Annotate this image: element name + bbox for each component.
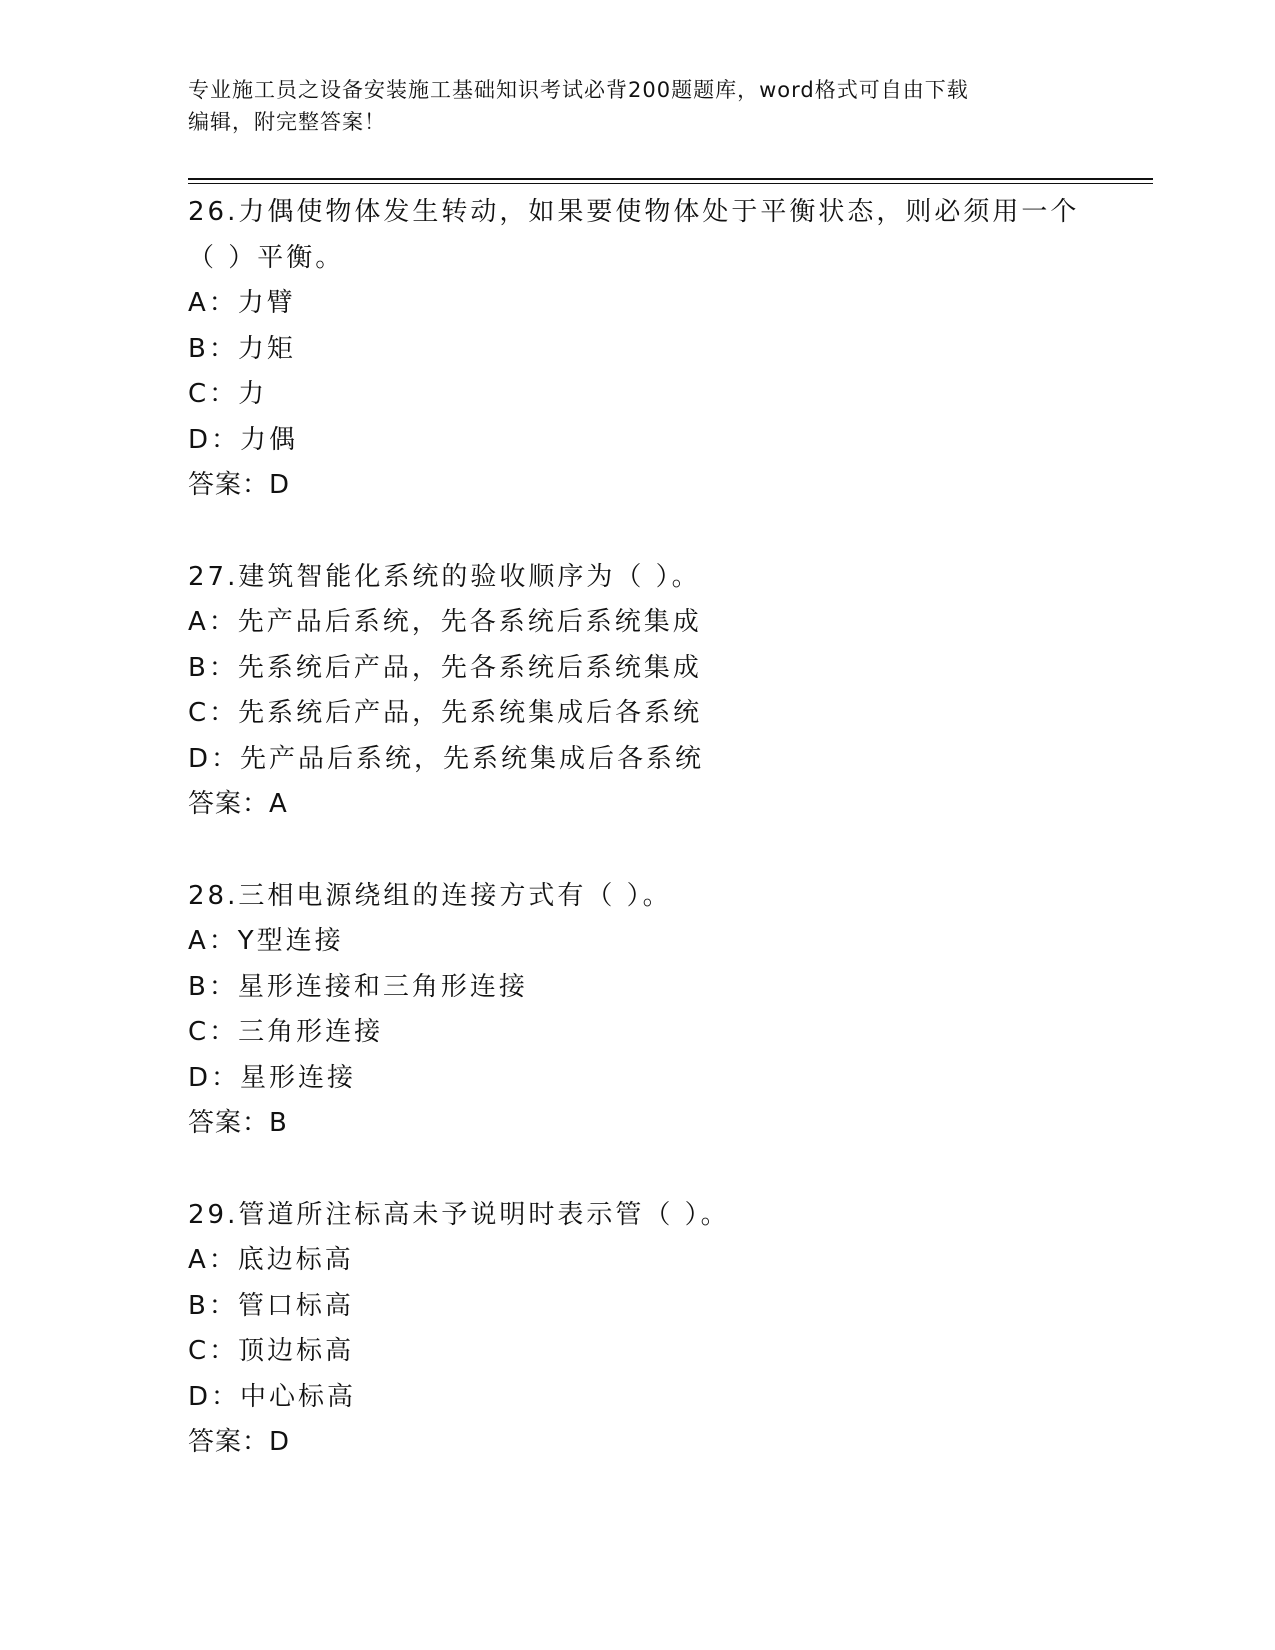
option-a: A：力臂 (188, 288, 296, 318)
answer-key: 答案：D (188, 470, 291, 500)
question-spacer (188, 509, 1108, 555)
question-spacer (188, 1147, 1108, 1193)
option-c: C：顶边标高 (188, 1336, 355, 1366)
header-divider-thin (188, 183, 1153, 184)
header-line-2: 编辑，附完整答案！ (188, 110, 386, 134)
question-stem: 29.管道所注标高未予说明时表示管（ ）。 (188, 1199, 730, 1230)
answer-key: 答案：D (188, 1427, 291, 1457)
answer-key: 答案：A (188, 789, 288, 819)
header-line-1: 专业施工员之设备安装施工基础知识考试必背200题题库，word格式可自由下载 (188, 78, 969, 102)
question-stem: 26.力偶使物体发生转动，如果要使物体处于平衡状态，则必须用一个 (188, 197, 1080, 227)
option-b: B：力矩 (188, 333, 296, 364)
answer-key: 答案：B (188, 1108, 288, 1138)
option-d: D：中心标高 (188, 1381, 357, 1412)
option-b: B：先系统后产品，先各系统后系统集成 (188, 652, 702, 683)
question-27 (188, 555, 1108, 828)
document-header (188, 74, 1088, 138)
question-29 (188, 1193, 1108, 1466)
question-list (188, 190, 1108, 1466)
option-a: A：先产品后系统，先各系统后系统集成 (188, 607, 702, 637)
option-c: C：力 (188, 379, 268, 409)
option-c: C：先系统后产品，先系统集成后各系统 (188, 698, 703, 728)
header-divider-thick (188, 178, 1153, 180)
option-a: A：Y型连接 (188, 926, 344, 956)
question-stem: 27.建筑智能化系统的验收顺序为（ ）。 (188, 561, 701, 592)
question-stem-continued: （ ）平衡。 (188, 242, 345, 273)
question-stem: 28.三相电源绕组的连接方式有（ ）。 (188, 880, 672, 911)
question-26 (188, 190, 1108, 509)
option-d: D：力偶 (188, 424, 299, 455)
option-d: D：先产品后系统，先系统集成后各系统 (188, 743, 705, 774)
question-spacer (188, 828, 1108, 874)
option-b: B：星形连接和三角形连接 (188, 971, 528, 1002)
option-c: C：三角形连接 (188, 1017, 384, 1047)
option-a: A：底边标高 (188, 1245, 354, 1275)
option-d: D：星形连接 (188, 1062, 357, 1093)
question-28 (188, 874, 1108, 1147)
option-b: B：管口标高 (188, 1290, 354, 1321)
